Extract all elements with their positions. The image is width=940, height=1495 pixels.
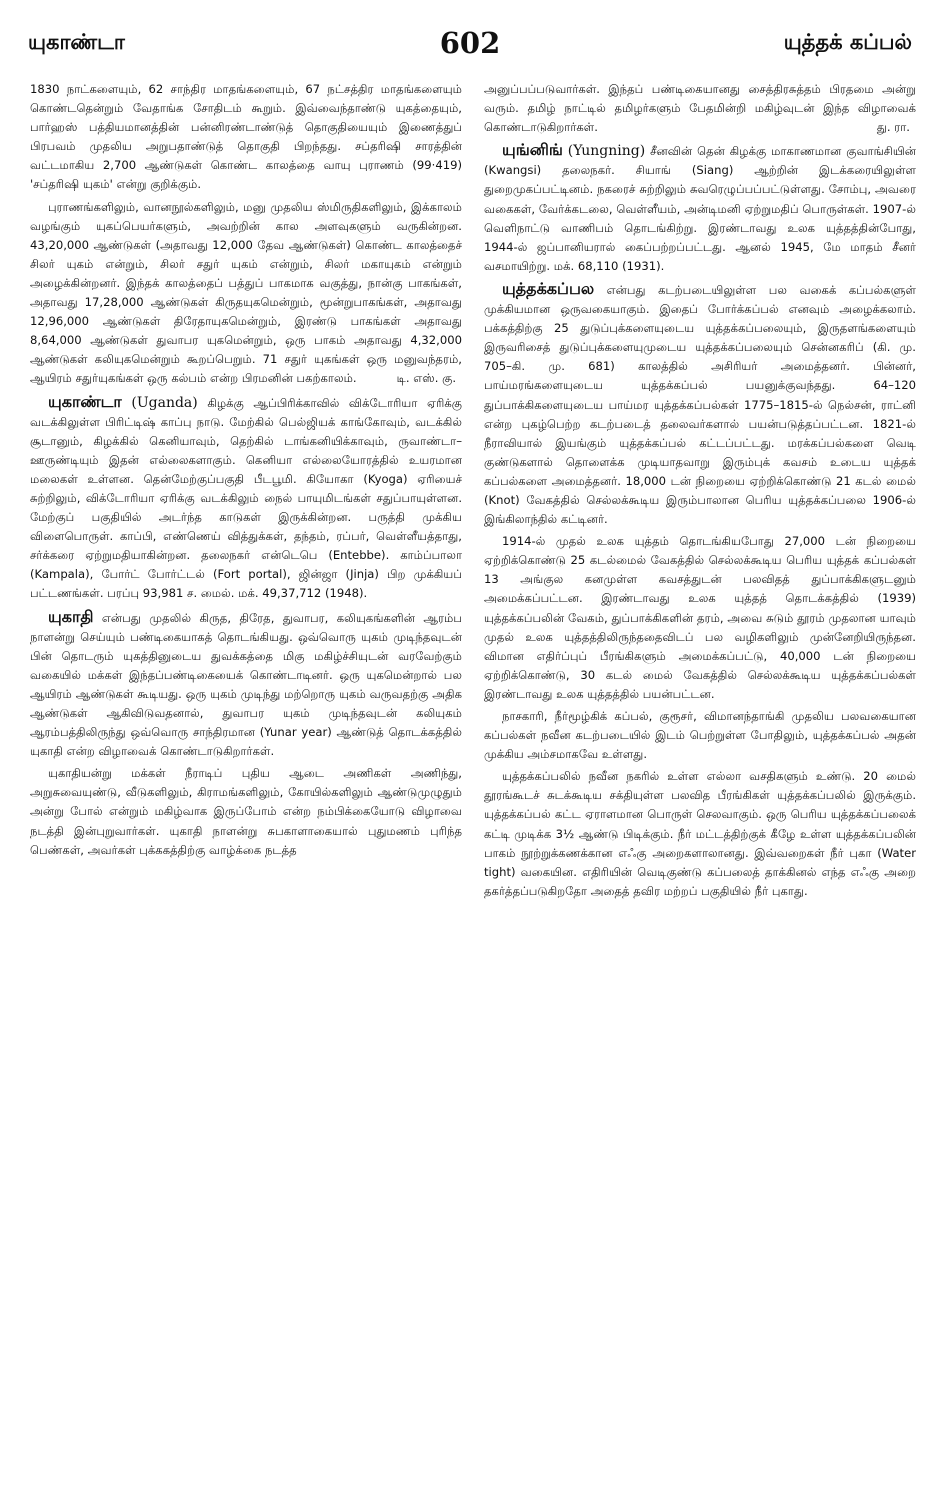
text-columns [30,80,916,1480]
entry-headword: யுகாண்டா [48,391,122,411]
left-column [30,80,462,1480]
page-number: 602 [439,26,501,60]
entry-english-name: (Yungning) [567,143,646,160]
paragraph-text: புராணங்களிலும், வானநூல்களிலும், மனு முதலிய ஸ்மிருதிகளிலும், இக்காலம் வழங்கும் யுகப்பெயர்களும், அவற்றின் கால அளவுகளும் வருகின்றன. 43,20,000 ஆண்டுகள் (அதாவது 12,000 தேவ ஆண்டுகள்) கொண்ட காலத்தைச் சிலர் யுகம் என்றும், சிலர் சதுர் யுகம் என்றும், சிலர் மகாயுகம் என்றும் அழைக்கின்றனர். இந்தக் காலத்தைப் பத்துப் பாகமாக வகுத்து, நான்கு பாகங்கள், அதாவது 17,28,000 ஆண்டுகள் கிருதயுகமென்றும், மூன்றுபாகங்கள், அதாவது 12,96,000 ஆண்டுகள் திரேதாயுகமென்றும், இரண்டு பாகங்கள் அதாவது 8,64,000 ஆண்டுகள் துவாபர யுகமென்றும், ஒரு பாகம் அதாவது 4,32,000 ஆண்டுகள் கலியுகமென்றும் கூறப்பெறும். 71 சதுர் யுகங்கள் ஒரு மனுவந்தரம், ஆயிரம் சதுர்யுகங்கள் ஒரு கல்பம் என்ற பிரமனின் பகற்காலம். [30,199,462,386]
entry-text: சீனவின் தென் கிழக்கு மாகாணமான குவாங்சியின் (Kwangsi) தலைநகர். சியாங் (Siang) ஆற்றின் இடக்கரையிலுள்ள துறைமுகப்பட்டினம். நகரைச் சுற்றிலும் சுவரெழுப்பப்பட்டுள்ளது. சோம்பு, அவரை வகைகள், வேர்க்கடலை, வெள்ளீயம், அன்டிமனி ஏற்றுமதிப் பொருள்கள். 1907-ல் வெளிநாட்டு வாணிபம் தொடங்கிற்று. இரண்டாவது உலக யுத்தத்தின்போது, 1944-ல் ஜப்பானியரால் கைப்பற்றப்பட்டது. ஆனல் 1945, மே மாதம் சீனர் வசமாயிற்று. மக். 68,110 (1931). [484,144,916,273]
entry-headword: யுகாதி [48,606,94,626]
paragraph-yuga-cont: 1830 நாட்களையும், 62 சாந்திர மாதங்களையும், 67 நட்சத்திர மாதங்களையும் கொண்டதென்றும் வேதாங்க சோதிடம் கூறும். இவ்வைந்தாண்டு யுகத்தையும், பார்ஹஸ் பத்தியமானத்தின் பன்னிரண்டாண்டுத் தொகுதியையும் இணைத்துப் பிரபவம் முதலிய அறுபதாண்டுத் தொகுதி பிறந்தது. சப்தரிஷி சாரத்தின் வட்டமாகிய 2,700 ஆண்டுகள் கொண்ட காலத்தை வாயு புராணம் (99·419) 'சப்தரிஷி யுகம்' என்று குறிக்கும். [30,82,462,192]
entry-text: என்பது முதலில் கிருத, திரேத, துவாபர, கலியுகங்களின் ஆரம்ப நாளன்று செய்யும் பண்டிகையாகத் தொடங்கியது. ஒவ்வொரு யுகம் முடிந்தவுடன் பின் தொடரும் யுகத்தினுடைய துவக்கத்தை மிகு மகிழ்ச்சியுடன் வரவேற்கும் வகையில் மக்கள் இந்தப்பண்டிகையைக் கொண்டாடினர். ஒரு யுகமென்றால் பல ஆயிரம் ஆண்டுகள் கூடியது. ஒரு யுகம் முடிந்து மற்றொரு யுகம் வருவதற்கு அதிக ஆண்டுகள் ஆகிவிடுவதனால், துவாபர யுகம் முடிந்தவுடன் கலியுகம் ஆரம்பத்திலிருந்து ஒவ்வொரு சாந்திரமான (Yunar year) ஆண்டுத் தொடக்கத்தில் யுகாதி என்ற விழாவைக் கொண்டாடுகிறார்கள். [30,610,462,759]
author-signature: டி. எஸ். கு. [396,371,456,386]
paragraph-warship-modern: யுத்தக்கப்பலில் நவீன நகரில் உள்ள எல்லா வசதிகளும் உண்டு. 20 மைல் தூரங்கூடச் சுடக்கூடிய சக்தியுள்ள பலவித பீரங்கிகள் யுத்தக்கப்பலில் இருக்கும். யுத்தக்கப்பல் கட்ட ஏராளமான பொருள் செலவாகும். ஒரு பெரிய யுத்தக்கப்பலைக் கட்டி முடிக்க 3½ ஆண்டு பிடிக்கும். நீர் மட்டத்திற்குக் கீழே உள்ள யுத்தக்கப்பலின் பாகம் நூற்றுக்கணக்கான எஃகு அறைகளாலானது. இவ்வறைகள் நீர் புகா (Water tight) வகையின. எதிரியின் வெடிகுண்டு கப்பலைத் தாக்கினல் எந்த எஃகு அறை தகர்த்தப்படுகிறதோ அதைத் தவிர மற்றப் பகுதியில் நீர் புகாது. [484,769,916,898]
entry-warship [484,279,916,529]
paragraph-yuga-durations [30,198,462,389]
entry-yugadi [30,607,462,762]
entry-text: என்பது கடற்படையிலுள்ள பல வகைக் கப்பல்களுள் முக்கியமான ஒருவகையாகும். இதைப் போர்க்கப்பல் எனவும் அழைக்கலாம். பக்கத்திற்கு 25 துடுப்புக்களையுடைய யுத்தக்கப்பலையும், இருதளங்களையும் இருவரிசைத் துடுப்புக்களையுமுடைய யுத்தக்கப்பலையும் சென்னகரிப் (கி. மு. 705–கி. மு. 681) காலத்தில் அசிரியர் அமைத்தனர். பின்னர், பாய்மரங்களையுடைய யுத்தக்கப்பல் பயனுக்குவந்தது. 64–120 துப்பாக்கிகளையுடைய பாய்மர யுத்தக்கப்பல்கள் 1775–1815-ல் நெல்சன், ராட்னி என்ற புகழ்பெற்ற கடற்படைத் தலைவர்களால் பயன்படுத்தப்பட்டன. 1821-ல் நீராவியால் இயங்கும் யுத்தக்கப்பல் கட்டப்பட்டது. மரக்கப்பல்களை வெடி குண்டுகளால் தொளைக்க முடியாதவாறு இரும்புக் கவசம் உடைய யுத்தக் கப்பல்களை அமைத்தனர். 18,000 டன் நிறையை ஏற்றிக்கொண்டு 21 கடல் மைல் (Knot) வேகத்தில் செல்லக்கூடிய இரும்பாலான பெரிய யுத்தக்கப்பலை 1906-ல் இங்கிலாந்தில் கட்டினர். [484,282,916,527]
paragraph-warship-types: நாசகாரி, நீர்மூழ்கிக் கப்பல், குரூசர், விமானந்தாங்கி முதலிய பலவகையான கப்பல்கள் நவீன கடற்படையில் இடம் பெற்றுள்ள போதிலும், யுத்தக்கப்பல் அதன் முக்கிய அம்சமாகவே உள்ளது. [484,709,916,762]
paragraph-yugadi-cont [484,80,916,137]
entry-yungning [484,140,916,276]
entry-headword: யுங்னிங் [502,140,563,160]
running-head [24,26,916,66]
entry-headword: யுத்தக்கப்பல [502,278,595,298]
entry-text: கிழக்கு ஆப்பிரிக்காவில் விக்டோரியா ஏரிக்கு வடக்கிலுள்ள பிரிட்டிஷ் காப்பு நாடு. மேற்கில் பெல்ஜியக் காங்கோவும், வடக்கில் சூடானும், கிழக்கில் கெனியாவும், தெற்கில் டாங்கனியிக்காவும், ருவாண்டா–ஊருண்டியும் இதன் எல்லைகளாகும். கெனியா எல்லையோரத்தில் உயரமான மலைகள் உள்ளன. தென்மேற்குப்பகுதி பீடபூமி. கியோகா (Kyoga) ஏரியைச் சுற்றிலும், விக்டோரியா ஏரிக்கு வடக்கிலும் நைல் பாயுமிடங்கள் சதுப்பாயுள்ளன. மேற்குப் பகுதியில் அடர்ந்த காடுகள் இருக்கின்றன. பருத்தி முக்கிய விளைபொருள். காப்பி, எண்ணெய் வித்துக்கள், தந்தம், ரப்பர், வெள்ளீயத்தாது, சர்க்கரை ஏற்றுமதியாகின்றன. தலைநகர் என்டெபெ (Entebbe). காம்ப்பாலா (Kampala), போர்ட் போர்ட்டல் (Fort portal), ஜின்ஜா (Jinja) பிற முக்கியப் பட்டணங்கள். பரப்பு 93,981 ச. மைல். மக். 49,37,712 (1948). [30,395,462,601]
header-left-headword: யுகாண்டா [28,30,125,54]
right-column [484,80,916,1480]
author-signature: து. ரா. [876,120,910,135]
entry-uganda [30,392,462,604]
paragraph-warship-1914: 1914-ல் முதல் உலக யுத்தம் தொடங்கியபோது 27,000 டன் நிறையை ஏற்றிக்கொண்டு 25 கடல்மைல் வேகத்தில் செல்லக்கூடிய பெரிய யுத்தக் கப்பல்கள் 13 அங்குல கனமுள்ள கவசத்துடன் பலவிதத் துப்பாக்கிகளுடனும் அமைக்கப்பட்டன. இரண்டாவது உலக யுத்தத் தொடக்கத்தில் (1939) யுத்தக்கப்பலின் வேகம், துப்பாக்கிகளின் தரம், அவை சுடும் தூரம் முதலான யாவும் முதல் உலக யுத்தத்திலிருந்ததைவிடப் பல வழிகளிலும் முன்னேறியிருந்தன. விமான எதிர்ப்புப் பீரங்கிகளும் அமைக்கப்பட்டு, 40,000 டன் நிறையை ஏற்றிக்கொண்டு, 30 கடல் மைல் வேகத்தில் செல்லக்கூடிய யுத்தக்கப்பல்கள் இரண்டாவது உலக யுத்தத்தில் பயன்பட்டன. [484,534,916,701]
header-right-headword: யுத்தக் கப்பல் [783,30,912,54]
paragraph-text: அனுப்பப்படுவார்கள். இந்தப் பண்டிகையானது சைத்திரசுத்தம் பிரதமை அன்று வரும். தமிழ் நாட்டில் தமிழர்களும் பேதமின்றி மகிழ்வுடன் இந்த விழாவைக் கொண்டாடுகிறார்கள். [484,82,916,135]
entry-english-name: (Uganda) [131,394,198,411]
paragraph-yugadi-custom: யுகாதியன்று மக்கள் நீராடிப் புதிய ஆடை அணிகள் அணிந்து, அறுசுவையுண்டு, வீடுகளிலும், கிராமங்களிலும், கோயில்களிலும் ஆண்டுமுழுதும் அன்று போல் என்றும் மகிழ்வாக இருப்போம் என்ற நம்பிக்கையோடு விழாவை நடத்தி இன்புறுவார்கள். யுகாதி நாளன்று சுபகாளாகையால் புதுமணம் புரிந்த பெண்கள், அவர்கள் புக்ககத்திற்கு வாழ்க்கை நடத்த [30,766,462,857]
